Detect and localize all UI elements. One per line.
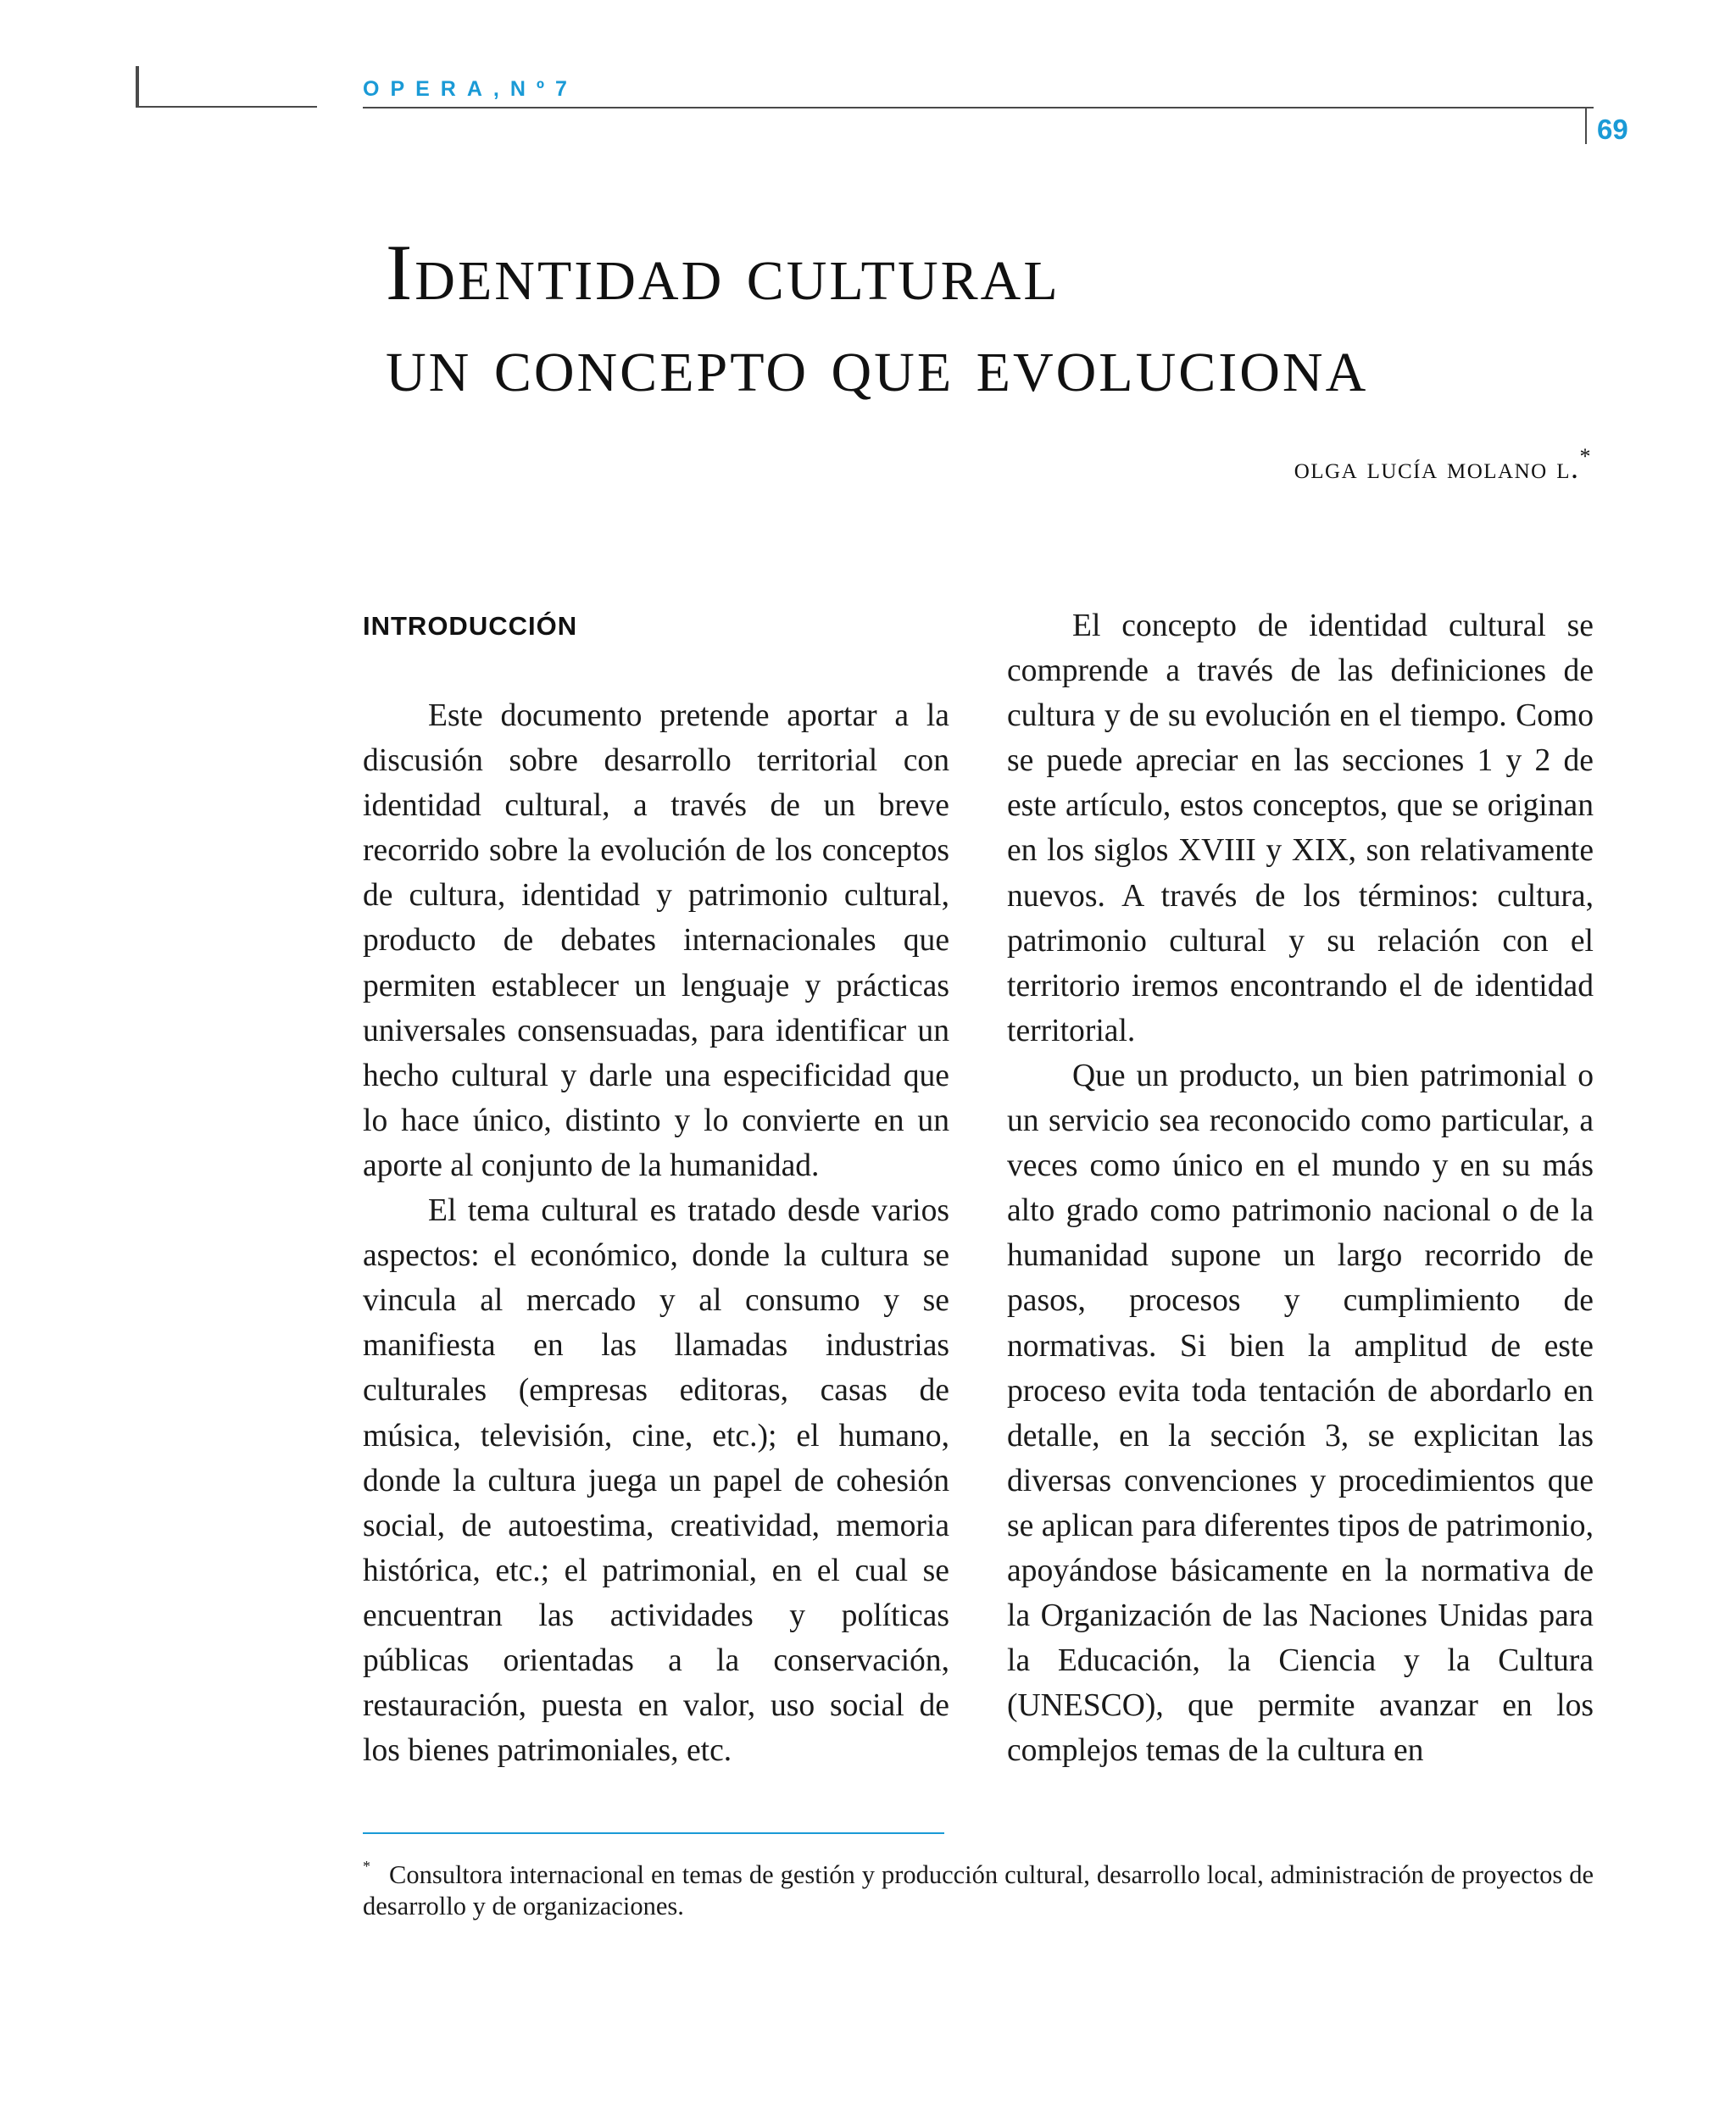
page-number: 69 bbox=[1597, 114, 1628, 145]
paragraph: Este documento pretende aportar a la discusión sobre desarrollo territorial con identidad cultural, a través de un breve recorrido sobre la evolución de los conceptos de cultura, identidad y patrimonio cultural, producto de debates internacionales que permiten establecer un lenguaje y prácticas universales consensuadas, para identificar un hecho cultural y darle una especificidad que lo hace único, distinto y lo convierte en un aporte al conjunto de la humanidad. bbox=[363, 698, 949, 1183]
footnote bbox=[363, 1851, 1594, 1922]
footnote-marker: * bbox=[363, 1858, 370, 1875]
header-tick-right bbox=[1585, 107, 1587, 144]
left-column bbox=[363, 603, 949, 1773]
footnote-text: Consultora internacional en temas de gestión y producción cultural, desarrollo local, administración de proyectos de desarrollo y de organizaciones. bbox=[363, 1860, 1594, 1920]
title-line-1: Identidad cultural bbox=[386, 229, 1060, 317]
paragraph: Que un producto, un bien patrimonial o un servicio sea reconocido como particular, a veces como único en el mundo y en su más alto grado como patrimonio nacional o de la humanidad supone un largo recorrido de pasos, procesos y cumplimiento de normativas. Si bien la amplitud de este proceso evita toda tentación de abordarlo en detalle, en la sección 3, se explicitan las diversas convenciones y procedimientos que se aplican para diferentes tipos de patrimonio, apoyándose básicamente en la normativa de la Organización de las Naciones Unidas para la Educación, la Ciencia y la Cultura (UNESCO), que permite avanzar en los complejos temas de la cultura en bbox=[1007, 1058, 1594, 1769]
right-column bbox=[1007, 603, 1594, 1773]
header-rule-left bbox=[136, 106, 317, 108]
author-byline bbox=[1294, 444, 1592, 486]
section-heading: INTRODUCCIÓN bbox=[363, 611, 578, 641]
paragraph: El concepto de identidad cultural se comprende a través de las definiciones de cultura y de su evolución en el tiempo. Como se puede apreciar en las secciones 1 y 2 de este artículo, estos conceptos, que se originan en los siglos XVIII y XIX, son relativamente nuevos. A través de los términos: cultura, patrimonio cultural y su relación con el territorio iremos encontrando el de identidad territorial. bbox=[1007, 609, 1594, 1048]
article-title bbox=[386, 227, 1623, 410]
author-footnote-marker: * bbox=[1579, 444, 1592, 469]
author-name: olga lucía molano l. bbox=[1294, 451, 1580, 485]
title-line-2: un concepto que evoluciona bbox=[386, 320, 1369, 409]
journal-name: OPERA,Nº7 bbox=[363, 77, 578, 101]
header-rule-main bbox=[363, 107, 1594, 108]
header-tick-left bbox=[136, 66, 139, 107]
footnote-divider bbox=[363, 1832, 944, 1834]
paragraph: El tema cultural es tratado desde varios aspectos: el económico, donde la cultura se vincula al mercado y al consumo y se manifiesta en las llamadas industrias culturales (empresas editoras, casas de música, televisión, cine, etc.); el humano, donde la cultura juega un papel de cohesión social, de autoestima, creatividad, memoria histórica, etc.; el patrimonial, en el cual se encuentran las actividades y políticas públicas orientadas a la conservación, restauración, puesta en valor, uso social de los bienes patrimoniales, etc. bbox=[363, 1193, 949, 1769]
